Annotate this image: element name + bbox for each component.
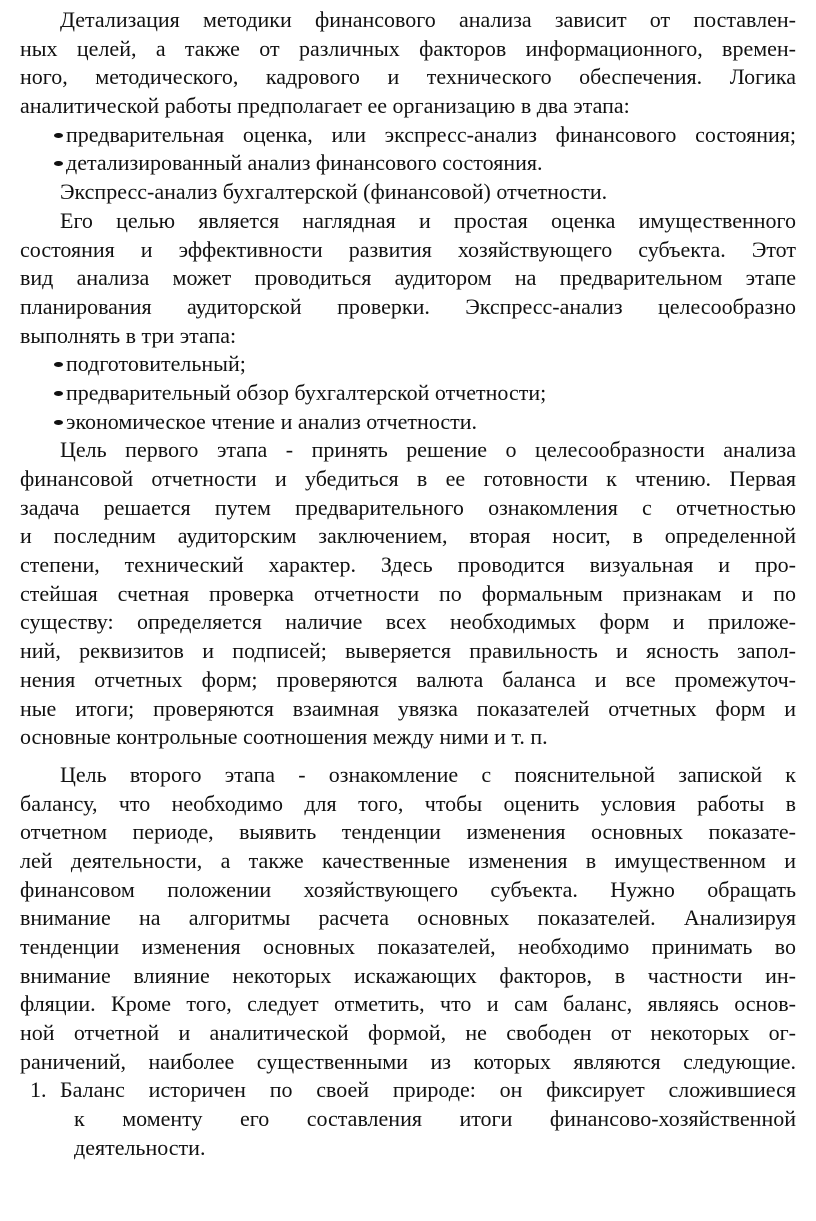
text-line: отчетном периоде, выявить тенденции изменения основных показате- — [20, 819, 796, 845]
text-line: степени, технический характер. Здесь проводится визуальная и про- — [20, 552, 796, 578]
text-line: фляции. Кроме того, следует отметить, что и сам баланс, являясь основ- — [20, 991, 796, 1017]
text-line: основные контрольные соотношения между ними и т. п. — [20, 724, 548, 750]
text-line: Детализация методики финансового анализа зависит от поставлен- — [60, 7, 796, 32]
text-line: ные итоги; проверяются взаимная увязка показателей отчетных форм и — [20, 695, 796, 721]
text-line: финансовом положении хозяйствующего субъекта. Нужно обращать — [20, 876, 796, 902]
text-line: планирования аудиторской проверки. Экспресс-анализ целесообразно — [20, 293, 796, 319]
paragraph-express-goal — [20, 207, 796, 350]
bullet-list-express-stages — [20, 350, 796, 436]
section-heading: Экспресс-анализ бухгалтерской (финансовой) отчетности. — [60, 179, 608, 205]
text-line: раничений, наиболее существенными из которых являются следующие. — [20, 1048, 796, 1074]
text-line: Баланс историчен по своей природе: он фиксирует сложившиеся — [60, 1077, 796, 1103]
paragraph-first-stage — [20, 436, 796, 752]
text-line: стейшая счетная проверка отчетности по формальным признакам и по — [20, 580, 796, 606]
bullet-item: предварительный обзор бухгалтерской отчетности; — [20, 379, 796, 408]
text-line: нения отчетных форм; проверяются валюта баланса и все промежуточ- — [20, 666, 796, 692]
text-line: состояния и эффективности развития хозяйствующего субъекта. Этот — [20, 236, 796, 262]
text-line: балансу, что необходимо для того, чтобы оценить условия работы в — [20, 790, 796, 816]
bullet-item: детализированный анализ финансового состояния. — [20, 149, 796, 178]
text-line: внимание влияние некоторых искажающих факторов, в частности ин- — [20, 962, 796, 988]
text-line: Цель первого этапа - принять решение о целесообразности анализа — [60, 437, 796, 463]
bullet-list-stages — [20, 121, 796, 178]
text-line: финансовой отчетности и убедиться в ее готовности к чтению. Первая — [20, 466, 796, 491]
text-line: ного, методического, кадрового и технического обеспечения. Логика — [20, 64, 796, 90]
numbered-item-line: деятельности. — [74, 1134, 206, 1160]
text-line: Его целью является наглядная и простая оценка имущественного — [60, 207, 796, 233]
paragraph-detalization — [20, 6, 796, 121]
text-line: и последним аудиторским заключением, вторая носит, в определенной — [20, 523, 796, 549]
bullet-item: предварительная оценка, или экспресс-анализ финансового состояния; — [20, 121, 796, 150]
paragraph-second-stage — [20, 761, 796, 1077]
text-line: Цель второго этапа - ознакомление с пояснительной запиской к — [60, 761, 796, 787]
text-line: задача решается путем предварительного ознакомления с отчетностью — [20, 494, 796, 520]
text-line: существу: определяется наличие всех необходимых форм и приложе- — [20, 609, 796, 635]
numbered-list — [20, 1076, 796, 1162]
text-line: тенденции изменения основных показателей, необходимо принимать во — [20, 934, 796, 959]
text-line: внимание на алгоритмы расчета основных показателей. Анализируя — [20, 905, 796, 931]
bullet-item: экономическое чтение и анализ отчетности. — [20, 408, 796, 437]
list-number: 1. — [30, 1077, 47, 1103]
text-line: ной отчетной и аналитической формой, не свободен от некоторых ог- — [20, 1020, 796, 1046]
text-line: вид анализа может проводиться аудитором на предварительном этапе — [20, 265, 796, 291]
bullet-item: подготовительный; — [20, 350, 796, 379]
text-line: ных целей, а также от различных факторов информационного, времен- — [20, 35, 796, 61]
numbered-item-line — [20, 1076, 796, 1105]
text-line: выполнять в три этапа: — [20, 322, 237, 348]
text-line: аналитической работы предполагает ее организацию в два этапа: — [20, 93, 630, 119]
text-line: ний, реквизитов и подписей; выверяется правильность и ясность запол- — [20, 638, 796, 664]
text-line: лей деятельности, а также качественные изменения в имущественном и — [20, 847, 796, 873]
paragraph-spacer — [20, 752, 796, 761]
numbered-item-line: к моменту его составления итоги финансово-хозяйственной — [74, 1106, 796, 1132]
